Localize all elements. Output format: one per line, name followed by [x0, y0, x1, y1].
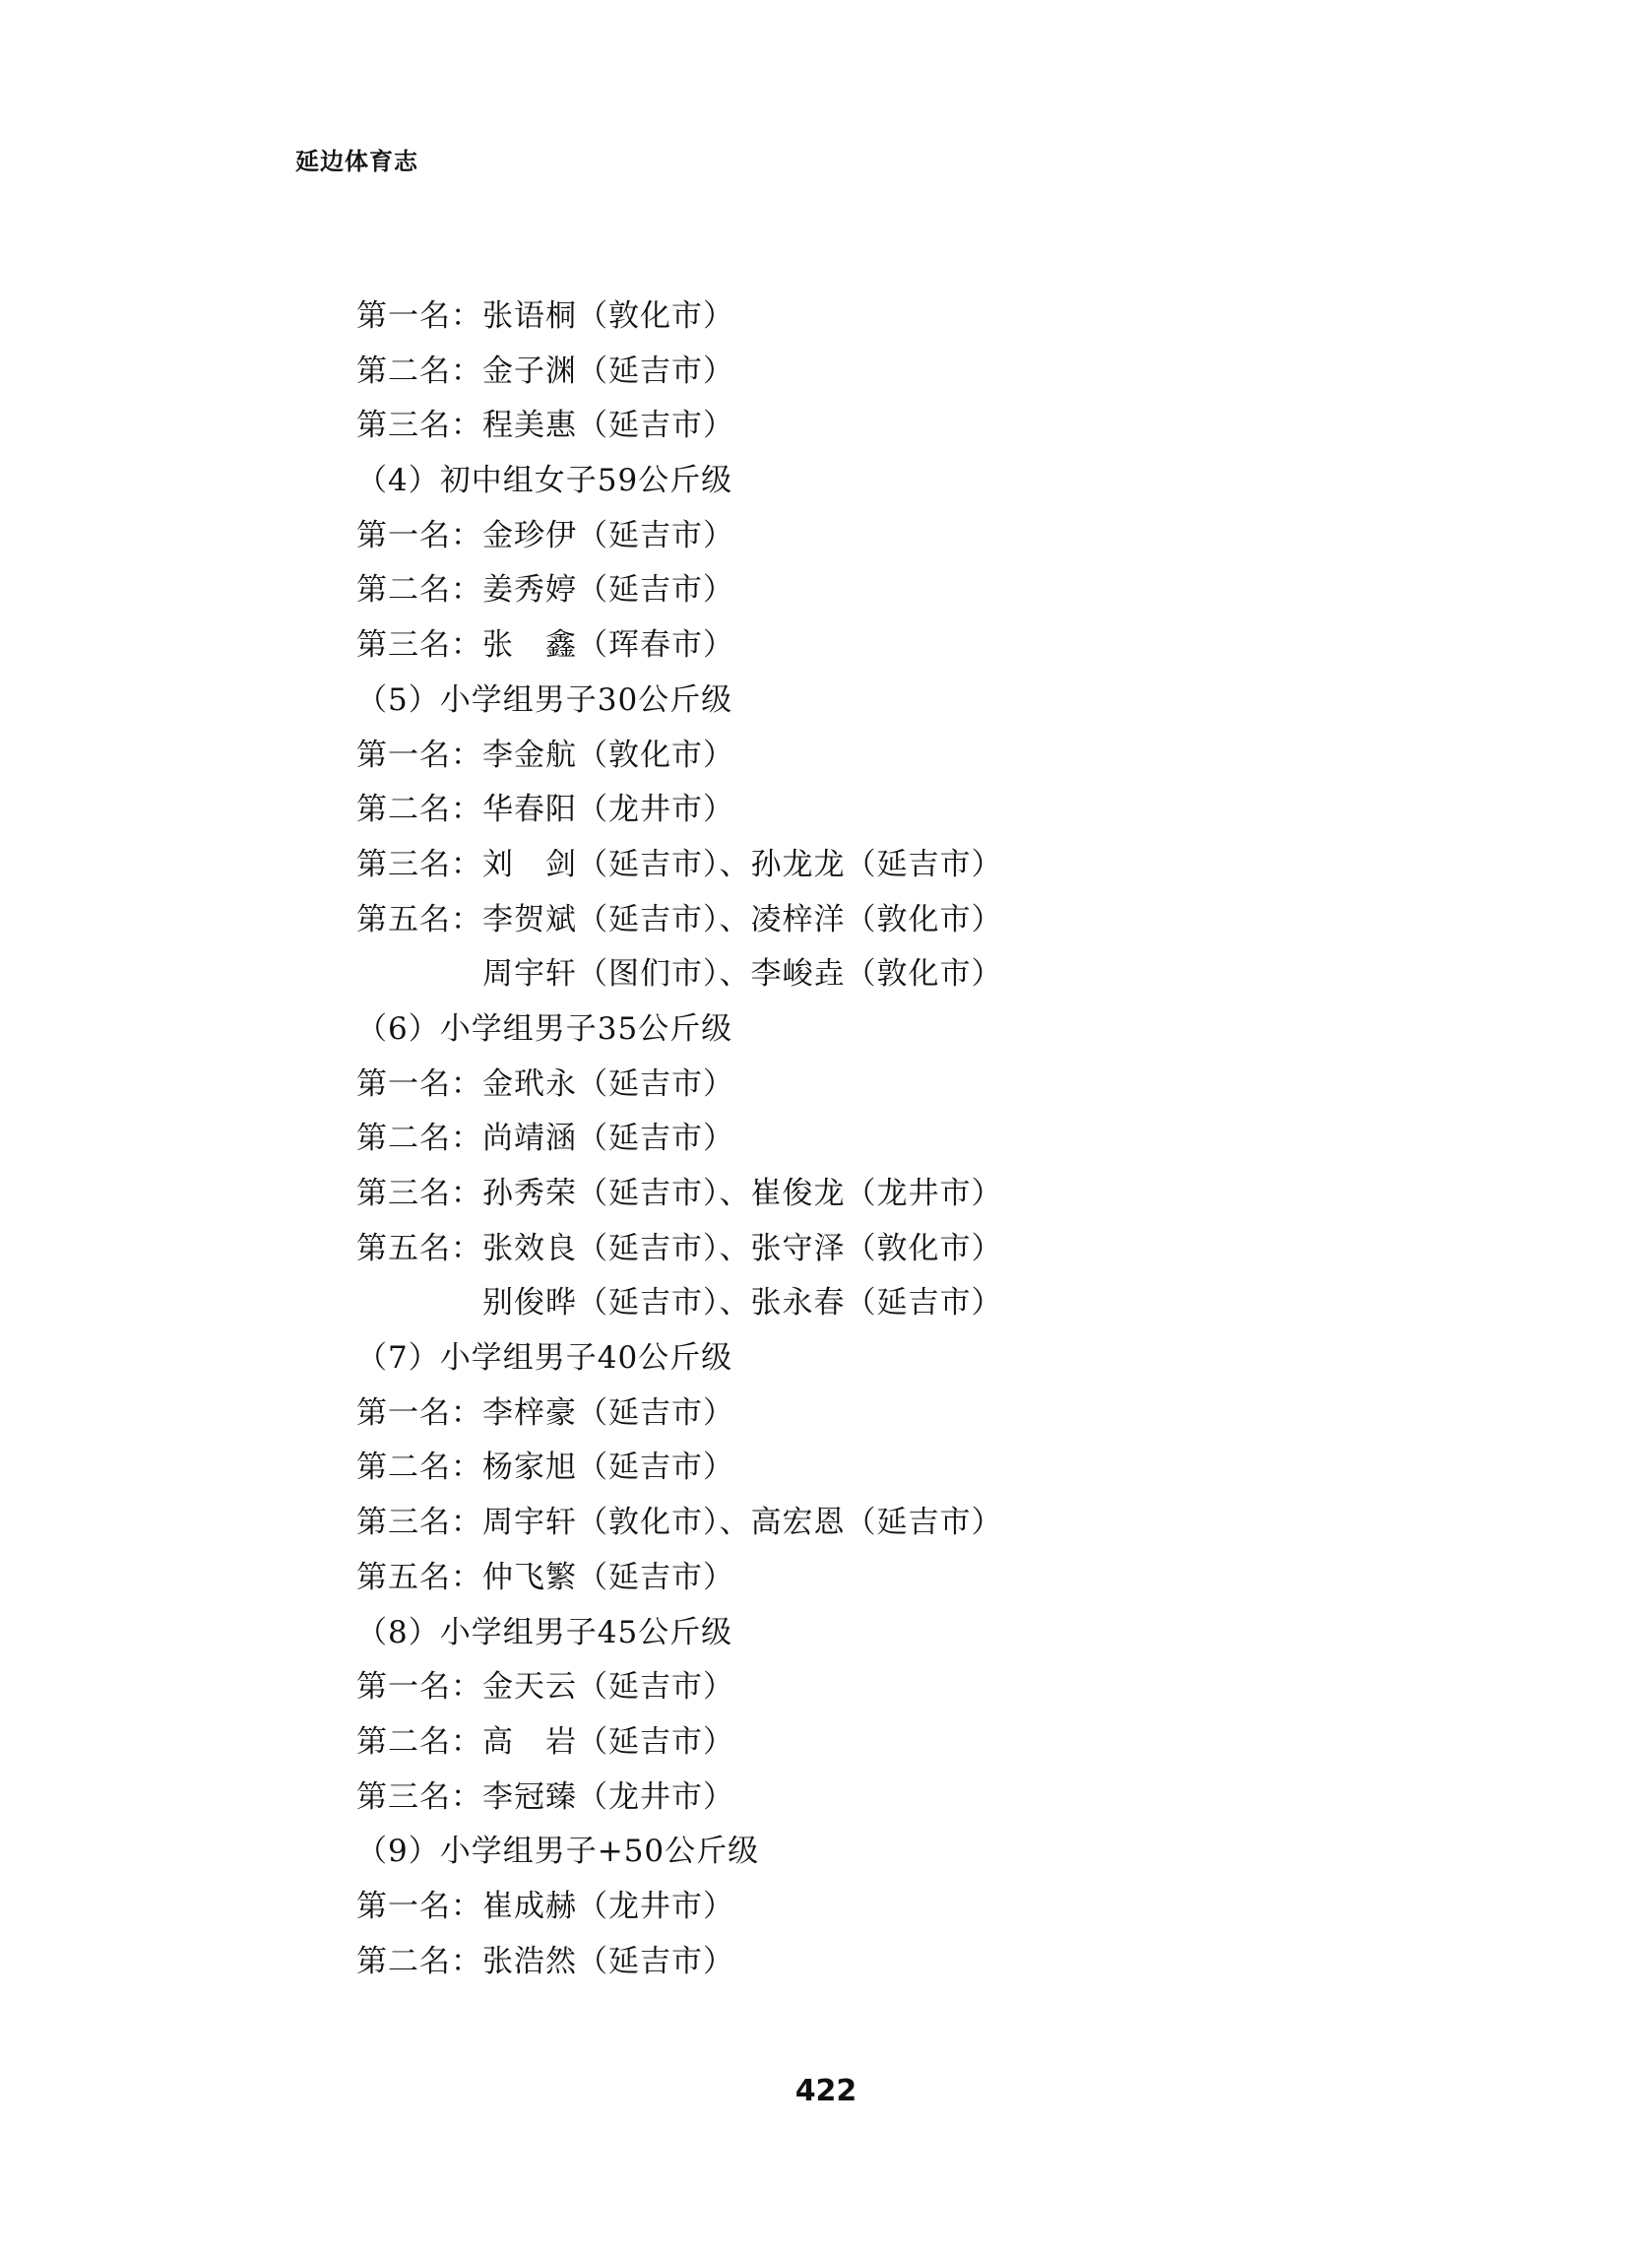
rank-label: 第二名： [356, 792, 482, 828]
result-line [356, 1880, 1439, 1935]
result-line [356, 1496, 1439, 1551]
rank-label: 第三名： [356, 1505, 482, 1541]
result-line [356, 1386, 1439, 1442]
rank-label: 第一名： [356, 1888, 482, 1924]
result-line [356, 509, 1439, 564]
result-line [356, 1441, 1439, 1496]
rank-label: 第二名： [356, 1943, 482, 1979]
rank-label: 第三名： [356, 1778, 482, 1815]
rank-label: 第二名： [356, 1121, 482, 1157]
result-continuation-line [356, 1276, 1439, 1331]
result-line [356, 1167, 1439, 1222]
winner-names: 刘 剑（延吉市）、孙龙龙（延吉市） [482, 846, 1003, 882]
result-line [356, 1935, 1439, 1990]
category-heading: （4）初中组女子59公斤级 [356, 463, 733, 499]
winner-names: 金天云（延吉市） [482, 1669, 734, 1706]
category-heading: （7）小学组男子40公斤级 [356, 1340, 733, 1377]
result-line [356, 1715, 1439, 1771]
rank-label: 第二名： [356, 1723, 482, 1760]
category-heading: （8）小学组男子45公斤级 [356, 1614, 733, 1650]
winner-names: 张浩然（延吉市） [482, 1943, 734, 1979]
rank-label: 第一名： [356, 517, 482, 553]
result-line [356, 563, 1439, 618]
result-line [356, 399, 1439, 454]
rank-label: 第一名： [356, 1065, 482, 1102]
winner-names: 李金航（敦化市） [482, 737, 734, 773]
winner-names: 孙秀荣（延吉市）、崔俊龙（龙井市） [482, 1176, 1003, 1211]
result-line [356, 1551, 1439, 1606]
winner-names: 李梓豪（延吉市） [482, 1394, 734, 1431]
winner-names: 程美惠（延吉市） [482, 408, 734, 444]
winner-names: 姜秀婷（延吉市） [482, 572, 734, 609]
rank-label: 第三名： [356, 1176, 482, 1211]
winner-names: 高 岩（延吉市） [482, 1723, 734, 1760]
winner-names: 杨家旭（延吉市） [482, 1450, 734, 1486]
winner-names: 周宇轩（敦化市）、高宏恩（延吉市） [482, 1505, 1003, 1541]
winner-names: 金珍伊（延吉市） [482, 517, 734, 553]
result-line [356, 290, 1439, 345]
result-line [356, 618, 1439, 674]
rank-label: 第三名： [356, 408, 482, 444]
rank-label: 第三名： [356, 627, 482, 664]
winner-names: 仲飞繁（延吉市） [482, 1559, 734, 1595]
result-line [356, 783, 1439, 838]
result-line [356, 893, 1439, 948]
winner-names: 张效良（延吉市）、张守泽（敦化市） [482, 1230, 1003, 1266]
winner-names: 金子渊（延吉市） [482, 353, 734, 389]
result-line [356, 1112, 1439, 1167]
result-line [356, 1660, 1439, 1715]
rank-label: 第二名： [356, 353, 482, 389]
result-line [356, 1222, 1439, 1277]
rank-label: 第一名： [356, 1669, 482, 1706]
winner-names: 张语桐（敦化市） [482, 298, 734, 334]
winner-names: 李贺斌（延吉市）、凌梓洋（敦化市） [482, 901, 1003, 937]
rank-label: 第二名： [356, 1450, 482, 1486]
rank-label: 第五名： [356, 901, 482, 937]
category-heading: （6）小学组男子35公斤级 [356, 1010, 733, 1047]
result-line [356, 1058, 1439, 1113]
winner-names: 华春阳（龙井市） [482, 792, 734, 828]
result-line [356, 729, 1439, 784]
category-heading: （5）小学组男子30公斤级 [356, 681, 733, 718]
page-number: 422 [794, 2074, 858, 2108]
result-line [356, 345, 1439, 400]
rank-label: 第三名： [356, 846, 482, 882]
rank-label: 第五名： [356, 1559, 482, 1595]
rank-label: 第五名： [356, 1230, 482, 1266]
winner-names: 崔成赫（龙井市） [482, 1888, 734, 1924]
rank-label: 第一名： [356, 737, 482, 773]
winner-names: 周宇轩（图们市）、李峻垚（敦化市） [482, 956, 1003, 993]
result-line [356, 1771, 1439, 1826]
rank-label: 第二名： [356, 572, 482, 609]
rank-label: 第一名： [356, 1394, 482, 1431]
result-line [356, 838, 1439, 893]
winner-names: 尚靖涵（延吉市） [482, 1121, 734, 1157]
results-list [356, 290, 1439, 1989]
category-heading: （9）小学组男子+50公斤级 [356, 1834, 760, 1870]
winner-names: 别俊晔（延吉市）、张永春（延吉市） [482, 1285, 1003, 1322]
running-header: 延边体育志 [295, 148, 418, 175]
winner-names: 张 鑫（珲春市） [482, 627, 734, 664]
winner-names: 李冠臻（龙井市） [482, 1778, 734, 1815]
result-continuation-line [356, 947, 1439, 1002]
winner-names: 金玳永（延吉市） [482, 1065, 734, 1102]
rank-label: 第一名： [356, 298, 482, 334]
